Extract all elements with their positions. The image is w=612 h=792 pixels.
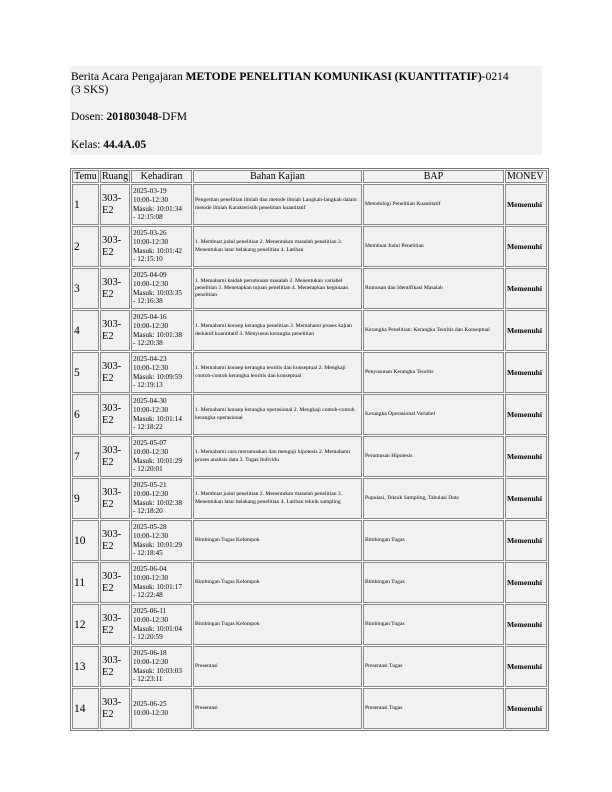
document-header bbox=[70, 66, 542, 155]
title-line bbox=[71, 71, 541, 84]
monev-cell: Memenuhi bbox=[505, 646, 547, 687]
monev-cell: Memenuhi bbox=[505, 478, 547, 519]
jam: 10:00-12:30 bbox=[133, 708, 169, 717]
masuk: Masuk: 10:01:38 bbox=[133, 330, 182, 339]
table-row bbox=[72, 310, 547, 351]
keluar: - 12:22:48 bbox=[133, 591, 163, 600]
table-row bbox=[72, 436, 547, 477]
jam: 10:00-12:30 bbox=[133, 279, 169, 288]
tanggal: 2025-03-19 bbox=[133, 186, 167, 195]
masuk: Masuk: 10:03:03 bbox=[133, 666, 182, 675]
bap-cell: Bimbingan Tugas bbox=[363, 520, 504, 561]
table-row bbox=[72, 478, 547, 519]
bahan-kajian-cell: Bimbingan Tugas Kelompok bbox=[193, 520, 362, 561]
col-bahan-kajian: Bahan Kajian bbox=[193, 170, 362, 183]
kehadiran-cell bbox=[131, 688, 192, 729]
monev-cell: Memenuhi bbox=[505, 562, 547, 603]
tanggal: 2025-05-21 bbox=[133, 480, 167, 489]
ruang-cell: 303-E2 bbox=[100, 478, 130, 519]
jam: 10:00-12:30 bbox=[133, 321, 169, 330]
monev-cell: Memenuhi bbox=[505, 352, 547, 393]
dosen-suffix: -DFM bbox=[158, 111, 187, 123]
table-row bbox=[72, 646, 547, 687]
ruang-cell: 303-E2 bbox=[100, 310, 130, 351]
bahan-kajian-cell: 1. Memahami konsep kerangka penelitian 2. Memahami proses kajian deduktif kuantitatif 3. Menyusun kerangka penelitian bbox=[193, 310, 362, 351]
masuk: Masuk: 10:01:34 bbox=[133, 204, 182, 213]
monev-cell: Memenuhi bbox=[505, 604, 547, 645]
masuk: Masuk: 10:02:38 bbox=[133, 498, 182, 507]
kehadiran-cell bbox=[131, 184, 192, 225]
bahan-kajian-cell: 1. Memahami kaidah perumusan masalah 2. Menentukan variabel penelitian 3. Menetapkan tujuan penelitian 4. Menetapkan kegunaan penelitian bbox=[193, 268, 362, 309]
masuk: Masuk: 10:01:14 bbox=[133, 414, 182, 423]
masuk: Masuk: 10:01:29 bbox=[133, 540, 182, 549]
tanggal: 2025-04-09 bbox=[133, 270, 167, 279]
temu-cell: 9 bbox=[72, 478, 99, 519]
col-ruang: Ruang bbox=[102, 171, 129, 182]
jam: 10:00-12:30 bbox=[133, 657, 169, 666]
course-name: METODE PENELITIAN KOMUNIKASI (KUANTITATIF) bbox=[185, 71, 482, 83]
tanggal: 2025-06-18 bbox=[133, 648, 167, 657]
kehadiran-cell bbox=[131, 226, 192, 267]
jam: 10:00-12:30 bbox=[133, 531, 169, 540]
temu-cell: 5 bbox=[72, 352, 99, 393]
jam: 10:00-12:30 bbox=[133, 447, 169, 456]
ruang-cell: 303-E2 bbox=[100, 352, 130, 393]
keluar: - 12:18:22 bbox=[133, 423, 163, 432]
jam: 10:00-12:30 bbox=[133, 615, 169, 624]
table-row bbox=[72, 394, 547, 435]
table-row bbox=[72, 184, 547, 225]
jam: 10:00-12:30 bbox=[133, 489, 169, 498]
temu-cell: 14 bbox=[72, 688, 99, 729]
dosen-id: 201803048 bbox=[106, 111, 159, 123]
table-row bbox=[72, 604, 547, 645]
keluar: - 12:15:10 bbox=[133, 255, 163, 264]
table-row bbox=[72, 520, 547, 561]
jam: 10:00-12:30 bbox=[133, 573, 169, 582]
jam: 10:00-12:30 bbox=[133, 195, 169, 204]
keluar: - 12:19:13 bbox=[133, 381, 163, 390]
bahan-kajian-cell: 1. Membuat judul penelitian 2. Menentukan masalah penelitian 3. Menentukan latar belakang penelitian 4. Latihan bbox=[193, 226, 362, 267]
keluar: - 12:23:11 bbox=[133, 675, 163, 684]
tanggal: 2025-06-11 bbox=[133, 606, 167, 615]
temu-cell: 6 bbox=[72, 394, 99, 435]
table-row bbox=[72, 562, 547, 603]
bap-cell: Kerangka Operasional Variabel bbox=[363, 394, 504, 435]
kelas-label: Kelas: bbox=[71, 139, 104, 151]
tanggal: 2025-05-28 bbox=[133, 522, 167, 531]
bap-cell: Bimbingan Tugas bbox=[363, 562, 504, 603]
bahan-kajian-cell: Presentasi bbox=[193, 646, 362, 687]
tanggal: 2025-04-16 bbox=[133, 312, 167, 321]
tanggal: 2025-04-23 bbox=[133, 354, 167, 363]
bahan-kajian-cell: 1. Memahami konsep kerangka operasional 2. Mengkaji contoh-contoh kerangka operasional bbox=[193, 394, 362, 435]
kehadiran-cell bbox=[131, 520, 192, 561]
keluar: - 12:20:01 bbox=[133, 465, 163, 474]
kehadiran-cell bbox=[131, 310, 192, 351]
masuk: Masuk: 10:01:17 bbox=[133, 582, 182, 591]
table-header-row bbox=[72, 170, 547, 183]
temu-cell: 4 bbox=[72, 310, 99, 351]
keluar: - 12:20:59 bbox=[133, 633, 163, 642]
ruang-cell: 303-E2 bbox=[100, 688, 130, 729]
table-row bbox=[72, 352, 547, 393]
attendance-table bbox=[70, 168, 549, 731]
kehadiran-cell bbox=[131, 352, 192, 393]
bahan-kajian-cell: 1. Membuat judul penelitian 2. Menentukan masalah penelitian 3. Menentukan latar belakang penelitian 4. Latihan teknik sampling bbox=[193, 478, 362, 519]
bap-cell: Populasi, Teknik Sampling, Tabulasi Data bbox=[363, 478, 504, 519]
keluar: - 12:16:38 bbox=[133, 297, 163, 306]
ruang-cell: 303-E2 bbox=[100, 436, 130, 477]
keluar: - 12:15:08 bbox=[133, 213, 163, 222]
sks-line: (3 SKS) bbox=[71, 84, 109, 96]
dosen-line bbox=[71, 111, 541, 124]
tanggal: 2025-06-04 bbox=[133, 564, 167, 573]
bap-cell: Bimbingan Tugas bbox=[363, 604, 504, 645]
table-row bbox=[72, 688, 547, 729]
masuk: Masuk: 10:01:04 bbox=[133, 624, 182, 633]
monev-cell: Memenuhi bbox=[505, 688, 547, 729]
bap-cell: Kerangka Penelitian: Kerangka Teoritis dan Konseptual bbox=[363, 310, 504, 351]
monev-cell: Memenuhi bbox=[505, 394, 547, 435]
jam: 10:00-12:30 bbox=[133, 237, 169, 246]
kehadiran-cell bbox=[131, 646, 192, 687]
kehadiran-cell bbox=[131, 478, 192, 519]
keluar: - 12:18:20 bbox=[133, 507, 163, 516]
kelas-value: 44.4A.05 bbox=[103, 139, 147, 151]
kehadiran-cell bbox=[131, 562, 192, 603]
temu-cell: 3 bbox=[72, 268, 99, 309]
dosen-label: Dosen: bbox=[71, 111, 107, 123]
keluar: - 12:18:45 bbox=[133, 549, 163, 558]
ruang-cell: 303-E2 bbox=[100, 604, 130, 645]
temu-cell: 2 bbox=[72, 226, 99, 267]
temu-cell: 13 bbox=[72, 646, 99, 687]
tanggal: 2025-05-07 bbox=[133, 438, 167, 447]
monev-cell: Memenuhi bbox=[505, 268, 547, 309]
jam: 10:00-12:30 bbox=[133, 405, 169, 414]
masuk: Masuk: 10:03:35 bbox=[133, 288, 182, 297]
monev-cell: Memenuhi bbox=[505, 184, 547, 225]
monev-cell: Memenuhi bbox=[505, 226, 547, 267]
tanggal: 2025-04-30 bbox=[133, 396, 167, 405]
bahan-kajian-cell: 1. Memahami cara merumuskan dan menguji hipotesis 2. Memahami proses analisis data 3. Tugas Individu bbox=[193, 436, 362, 477]
bap-cell: Membuat Judul Penelitian bbox=[363, 226, 504, 267]
tanggal: 2025-06-25 bbox=[133, 699, 167, 708]
kehadiran-cell bbox=[131, 436, 192, 477]
ruang-cell: 303-E2 bbox=[100, 394, 130, 435]
bahan-kajian-cell: 1. Memahami konsep kerangka teoritis dan konseptual 2. Mengkaji contoh-contoh kerangka teoritis dan konseptual bbox=[193, 352, 362, 393]
bahan-kajian-cell: Bimbingan Tugas Kelompok bbox=[193, 562, 362, 603]
ruang-cell: 303-E2 bbox=[100, 184, 130, 225]
monev-cell: Memenuhi bbox=[505, 436, 547, 477]
bap-cell: Penyusunan Kerangka Teoritis bbox=[363, 352, 504, 393]
jam: 10:00-12:30 bbox=[133, 363, 169, 372]
bahan-kajian-cell: Pengertian penelitian ilmiah dan metode ilmiah Langkah-langkah dalam metode ilmiah Karakteristik penelitian kuantitatif bbox=[193, 184, 362, 225]
course-code: -0214 bbox=[481, 71, 509, 83]
ruang-cell: 303-E2 bbox=[100, 562, 130, 603]
monev-cell: Memenuhi bbox=[505, 520, 547, 561]
temu-cell: 7 bbox=[72, 436, 99, 477]
temu-cell: 11 bbox=[72, 562, 99, 603]
ruang-cell: 303-E2 bbox=[100, 268, 130, 309]
bap-cell: Rumusan dan Identifikasi Masalah bbox=[363, 268, 504, 309]
kehadiran-cell bbox=[131, 604, 192, 645]
bap-cell: Perumusan Hipotesis bbox=[363, 436, 504, 477]
kelas-line bbox=[71, 139, 541, 152]
keluar: - 12:20:38 bbox=[133, 339, 163, 348]
masuk: Masuk: 10:09:59 bbox=[133, 372, 182, 381]
masuk: Masuk: 10:01:29 bbox=[133, 456, 182, 465]
bahan-kajian-cell: Presentasi bbox=[193, 688, 362, 729]
ruang-cell: 303-E2 bbox=[100, 646, 130, 687]
col-kehadiran: Kehadiran bbox=[131, 170, 192, 183]
tanggal: 2025-03-26 bbox=[133, 228, 167, 237]
bap-cell: Presentasi Tugas bbox=[363, 688, 504, 729]
bap-cell: Presentasi Tugas bbox=[363, 646, 504, 687]
ruang-cell: 303-E2 bbox=[100, 226, 130, 267]
monev-cell: Memenuhi bbox=[505, 310, 547, 351]
col-bap: BAP bbox=[363, 170, 504, 183]
bahan-kajian-cell: Bimbingan Tugas Kelompok bbox=[193, 604, 362, 645]
temu-cell: 1 bbox=[72, 184, 99, 225]
bap-cell: Metodologi Penelitian Kuantitatif bbox=[363, 184, 504, 225]
ruang-cell: 303-E2 bbox=[100, 520, 130, 561]
temu-cell: 10 bbox=[72, 520, 99, 561]
table-row bbox=[72, 268, 547, 309]
kehadiran-cell bbox=[131, 394, 192, 435]
masuk: Masuk: 10:01:42 bbox=[133, 246, 182, 255]
kehadiran-cell bbox=[131, 268, 192, 309]
temu-cell: 12 bbox=[72, 604, 99, 645]
col-temu: Temu bbox=[72, 170, 99, 183]
col-monev: MONEV bbox=[505, 170, 547, 183]
table-row bbox=[72, 226, 547, 267]
title-prefix: Berita Acara Pengajaran bbox=[71, 71, 186, 83]
